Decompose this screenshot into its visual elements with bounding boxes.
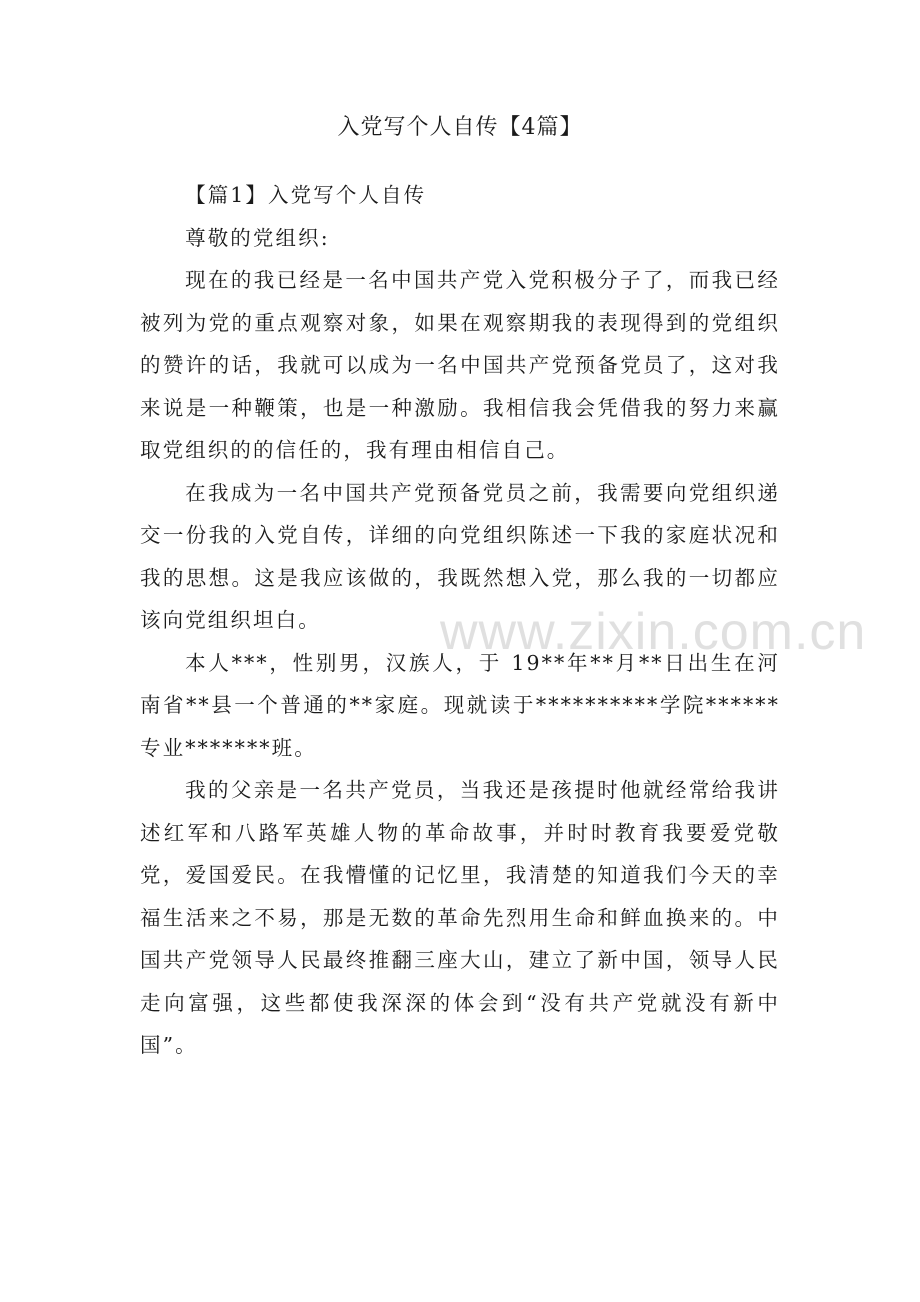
paragraph: 本人***，性别男，汉族人，于 19**年**月**日出生在河南省**县一个普通的**家庭。现就读于**********学院******专业*******班。 xyxy=(140,650,780,760)
salutation: 尊敬的党组织: xyxy=(185,225,330,250)
paragraph: 在我成为一名中国共产党预备党员之前，我需要向党组织递交一份我的入党自传，详细的向党组织陈述一下我的家庭状况和我的思想。这是我应该做的，我既然想入党，那么我的一切都应该向党组织坦白。 xyxy=(140,480,780,632)
watermark: www.zixin.com.cn xyxy=(440,603,867,661)
section-heading: 【篇1】入党写个人自传 xyxy=(185,183,427,207)
paragraph: 现在的我已经是一名中国共产党入党积极分子了，而我已经被列为党的重点观察对象，如果在观察期我的表现得到的党组织的赞许的话，我就可以成为一名中国共产党预备党员了，这对我来说是一种鞭策，也是一种激励。我相信我会凭借我的努力来赢取党组织的的信任的，我有理由相信自己。 xyxy=(140,268,780,462)
paragraph: 我的父亲是一名共产党员，当我还是孩提时他就经常给我讲述红军和八路军英雄人物的革命故事，并时时教育我要爱党敬党，爱国爱民。在我懵懂的记忆里，我清楚的知道我们今天的幸福生活来之不易，那是无数的革命先烈用生命和鲜血换来的。中国共产党领导人民最终推翻三座大山，建立了新中国，领导人民走向富强，这些都使我深深的体会到“没有共产党就没有新中国”。 xyxy=(140,778,780,1057)
document-title: 入党写个人自传【4篇】 xyxy=(337,115,583,140)
document-body xyxy=(140,174,780,1067)
